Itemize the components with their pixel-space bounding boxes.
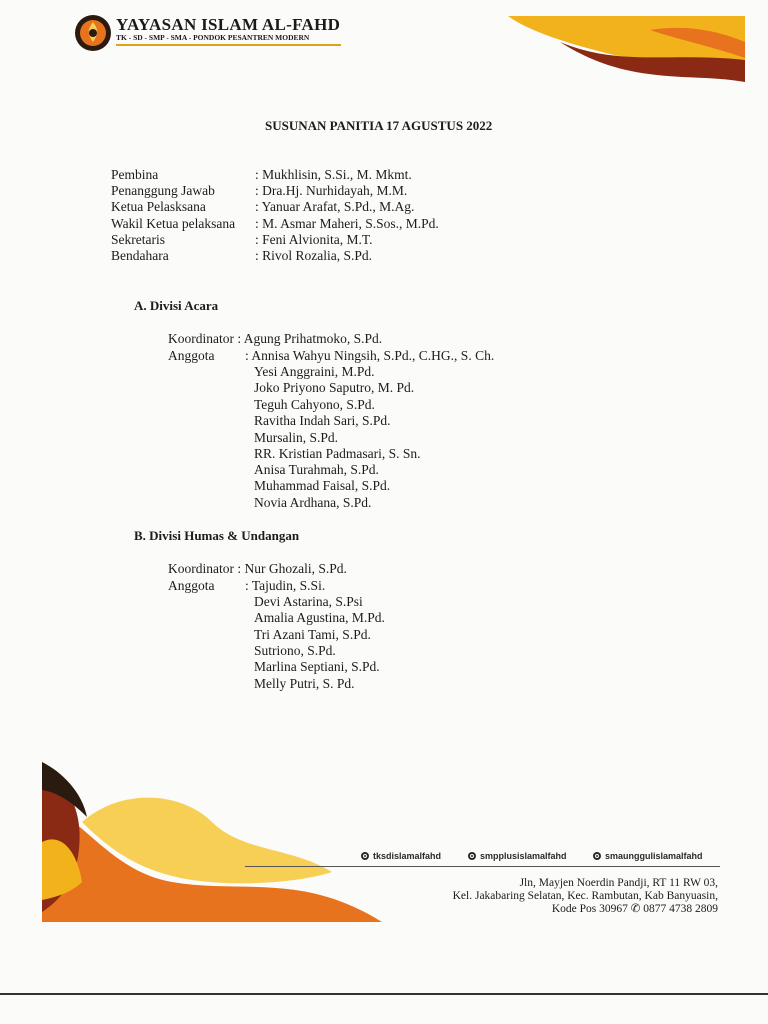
member-item: Yesi Anggraini, M.Pd. <box>254 364 375 379</box>
committee-value: : Mukhlisin, S.Si., M. Mkmt. <box>255 167 412 182</box>
division-a-anggota-label: Anggota <box>168 348 215 363</box>
social-handle <box>593 851 703 861</box>
member-item: RR. Kristian Padmasari, S. Sn. <box>254 446 421 461</box>
org-subtitle: TK - SD - SMP - SMA - PONDOK PESANTREN MODERN <box>116 33 310 42</box>
footer-rule <box>245 866 720 867</box>
committee-label: Penanggung Jawab <box>111 183 215 198</box>
committee-label: Pembina <box>111 167 159 182</box>
member-item: : Annisa Wahyu Ningsih, S.Pd., C.HG., S. Ch. <box>245 348 495 363</box>
member-item: Joko Priyono Saputro, M. Pd. <box>254 380 415 395</box>
committee-value: : M. Asmar Maheri, S.Sos., M.Pd. <box>255 216 439 231</box>
committee-value: : Yanuar Arafat, S.Pd., M.Ag. <box>255 199 415 214</box>
division-b-anggota-label: Anggota <box>168 578 215 593</box>
footer-decoration <box>42 762 387 924</box>
division-a-heading: A. Divisi Acara <box>134 298 219 313</box>
division-b-koordinator: Koordinator : Nur Ghozali, S.Pd. <box>168 561 347 576</box>
committee-label: Sekretaris <box>111 232 165 247</box>
member-item: : Tajudin, S.Si. <box>245 578 326 593</box>
member-item: Amalia Agustina, M.Pd. <box>254 610 385 625</box>
address-line: Kode Pos 30967 ✆ 0877 4738 2809 <box>551 903 718 915</box>
committee-label: Wakil Ketua pelaksana <box>111 216 236 231</box>
document-title: SUSUNAN PANITIA 17 AGUSTUS 2022 <box>265 118 493 133</box>
social-handle <box>468 851 567 861</box>
org-name: YAYASAN ISLAM AL-FAHD <box>116 15 341 34</box>
member-item: Melly Putri, S. Pd. <box>254 676 355 691</box>
member-item: Anisa Turahmah, S.Pd. <box>254 462 379 477</box>
instagram-icon <box>593 852 601 860</box>
social-handle <box>361 851 441 861</box>
instagram-icon <box>361 852 369 860</box>
member-item: Devi Astarina, S.Psi <box>254 594 363 609</box>
member-item: Teguh Cahyono, S.Pd. <box>254 397 375 412</box>
header-rule <box>116 44 341 46</box>
member-item: Ravitha Indah Sari, S.Pd. <box>254 413 391 428</box>
member-item: Sutriono, S.Pd. <box>254 643 336 658</box>
committee-value: : Rivol Rozalia, S.Pd. <box>255 248 373 263</box>
division-a-koordinator: Koordinator : Agung Prihatmoko, S.Pd. <box>168 331 383 346</box>
header-decoration <box>500 12 748 97</box>
member-item: Tri Azani Tami, S.Pd. <box>254 627 371 642</box>
committee-value: : Dra.Hj. Nurhidayah, M.M. <box>255 183 408 198</box>
committee-label: Ketua Pelasksana <box>111 199 206 214</box>
address-line: Jln, Mayjen Noerdin Pandji, RT 11 RW 03, <box>519 877 718 889</box>
member-item: Marlina Septiani, S.Pd. <box>254 659 380 674</box>
address-line: Kel. Jakabaring Selatan, Kec. Rambutan, Kab Banyuasin, <box>452 890 718 902</box>
member-item: Novia Ardhana, S.Pd. <box>254 495 372 510</box>
social-handle-text: smpplusislamalfahd <box>480 851 567 861</box>
division-b-heading: B. Divisi Humas & Undangan <box>134 528 300 543</box>
member-item: Muhammad Faisal, S.Pd. <box>254 478 391 493</box>
committee-label: Bendahara <box>111 248 169 263</box>
page-bottom-edge <box>0 993 768 995</box>
member-item: Mursalin, S.Pd. <box>254 430 339 445</box>
committee-value: : Feni Alvionita, M.T. <box>255 232 373 247</box>
instagram-icon <box>468 852 476 860</box>
social-handle-text: smaunggulislamalfahd <box>605 851 703 861</box>
social-handle-text: tksdislamalfahd <box>373 851 442 861</box>
foundation-logo <box>74 14 112 52</box>
